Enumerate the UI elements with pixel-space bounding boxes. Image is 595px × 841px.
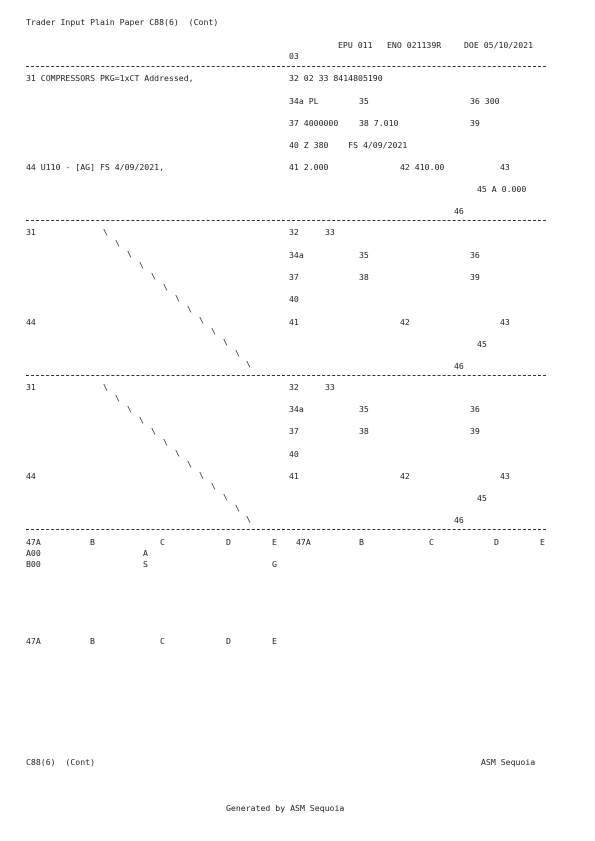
box-38: 38 (359, 426, 369, 436)
entry-number: ENO 021139R (387, 40, 442, 50)
box-31: 31 (26, 227, 36, 237)
strike-slash: \ (163, 437, 168, 447)
section-divider (26, 66, 546, 67)
box-38: 38 (359, 272, 369, 282)
box-40: 40 (289, 449, 299, 459)
box-38: 38 7.010 (359, 118, 399, 128)
box-34a: 34a PL (289, 96, 319, 106)
strike-slash: \ (235, 503, 240, 513)
strike-slash: \ (235, 348, 240, 358)
box-43: 43 (500, 162, 510, 172)
box-39: 39 (470, 118, 480, 128)
strike-slash: \ (127, 404, 132, 414)
box-34a: 34a (289, 404, 304, 414)
box-36: 36 (470, 404, 480, 414)
strike-slash: \ (246, 514, 251, 524)
strike-slash: \ (115, 238, 120, 248)
box-47e-header: E (272, 636, 277, 646)
strike-slash: \ (103, 382, 108, 392)
strike-slash: \ (127, 249, 132, 259)
strike-slash: \ (115, 393, 120, 403)
page-title: Trader Input Plain Paper C88(6) (Cont) (26, 17, 219, 27)
section-divider (26, 529, 546, 530)
strike-slash: \ (103, 227, 108, 237)
box-32: 32 (289, 227, 299, 237)
box-37: 37 4000000 (289, 118, 339, 128)
box-44: 44 (26, 471, 36, 481)
box-47d-header: D (226, 636, 231, 646)
generated-by-footer: Generated by ASM Sequoia (226, 803, 345, 813)
box-47a-header: 47A (296, 537, 311, 547)
box-47e-header: E (272, 537, 277, 547)
box-47c-header: C (429, 537, 434, 547)
box-40: 40 Z 380 FS 4/09/2021 (289, 140, 408, 150)
box-47b-header: B (90, 537, 95, 547)
box-47d-header: D (226, 537, 231, 547)
date-of-entry: DOE 05/10/2021 (464, 40, 534, 50)
box-47a-header: 47A (26, 636, 41, 646)
box-36: 36 (470, 250, 480, 260)
box-35: 35 (359, 96, 369, 106)
epu-number: EPU 011 (338, 40, 373, 50)
box-45: 45 (477, 339, 487, 349)
strike-slash: \ (151, 426, 156, 436)
section-divider (26, 220, 546, 221)
box-39: 39 (470, 426, 480, 436)
box-44: 44 U110 - [AG] FS 4/09/2021, (26, 162, 165, 172)
strike-slash: \ (175, 293, 180, 303)
box-32-commodity: 32 02 33 8414805190 (289, 73, 383, 83)
box-47a-header: 47A (26, 537, 41, 547)
box-41: 41 (289, 317, 299, 327)
box-42: 42 (400, 317, 410, 327)
box-47d-header: D (494, 537, 499, 547)
box-46: 46 (454, 361, 464, 371)
box-43: 43 (500, 471, 510, 481)
strike-slash: \ (223, 337, 228, 347)
strike-slash: \ (139, 260, 144, 270)
box-31: 31 (26, 382, 36, 392)
software-name: ASM Sequoia (481, 757, 536, 767)
box-42: 42 (400, 471, 410, 481)
box-44: 44 (26, 317, 36, 327)
box-45: 45 (477, 493, 487, 503)
strike-slash: \ (187, 459, 192, 469)
box-47b-header: B (90, 636, 95, 646)
box-37: 37 (289, 426, 299, 436)
box-43: 43 (500, 317, 510, 327)
box-03: 03 (289, 51, 299, 61)
box-33: 33 (325, 382, 335, 392)
box-41: 41 (289, 471, 299, 481)
box-42: 42 410.00 (400, 162, 445, 172)
section-divider (26, 375, 546, 376)
box-39: 39 (470, 272, 480, 282)
box-47-row-b00: B00 (26, 559, 41, 569)
box-36: 36 300 (470, 96, 500, 106)
strike-slash: \ (199, 315, 204, 325)
box-33: 33 (325, 227, 335, 237)
box-40: 40 (289, 294, 299, 304)
box-47-row-a00: A00 (26, 548, 41, 558)
box-47b-header: B (359, 537, 364, 547)
box-47-row-b-g: G (272, 559, 277, 569)
strike-slash: \ (211, 481, 216, 491)
box-47-row-a-value: A (143, 548, 148, 558)
box-47e-header: E (540, 537, 545, 547)
box-41: 41 2.000 (289, 162, 329, 172)
strike-slash: \ (199, 470, 204, 480)
strike-slash: \ (163, 282, 168, 292)
box-47c-header: C (160, 537, 165, 547)
form-reference: C88(6) (Cont) (26, 757, 96, 767)
box-35: 35 (359, 250, 369, 260)
strike-slash: \ (223, 492, 228, 502)
strike-slash: \ (139, 415, 144, 425)
strike-slash: \ (246, 359, 251, 369)
box-47-row-b-value: S (143, 559, 148, 569)
box-31-description: 31 COMPRESSORS PKG=1xCT Addressed, (26, 73, 194, 83)
box-45: 45 A 0.000 (477, 184, 527, 194)
box-46: 46 (454, 206, 464, 216)
box-47c-header: C (160, 636, 165, 646)
box-46: 46 (454, 515, 464, 525)
strike-slash: \ (211, 326, 216, 336)
box-35: 35 (359, 404, 369, 414)
box-34a: 34a (289, 250, 304, 260)
box-32: 32 (289, 382, 299, 392)
strike-slash: \ (187, 304, 192, 314)
strike-slash: \ (175, 448, 180, 458)
box-37: 37 (289, 272, 299, 282)
strike-slash: \ (151, 271, 156, 281)
